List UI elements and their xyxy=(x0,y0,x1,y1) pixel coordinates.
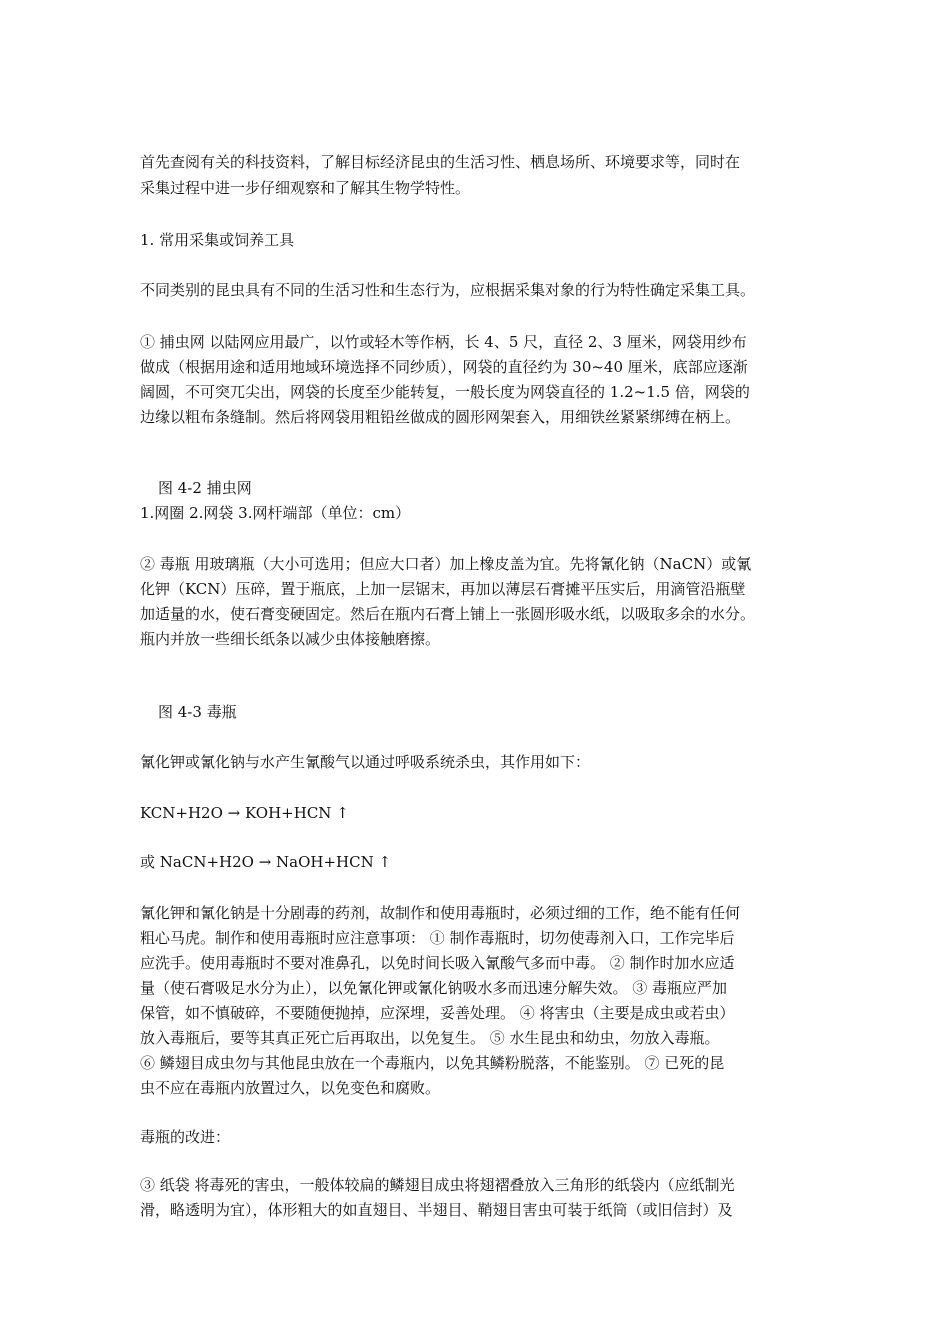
paper-bag-line-1: ③ 纸袋 将毒死的害虫，一般体较扁的鳞翅目成虫将翅褶叠放入三角形的纸袋内（应纸制光 xyxy=(140,1176,735,1194)
figure-4-2-legend: 1.网圈 2.网袋 3.网杆端部（单位：cm） xyxy=(140,504,411,522)
net-line-1: ① 捕虫网 以陆网应用最广，以竹或轻木等作柄，长 4、5 尺，直径 2、3 厘米，网袋用纱布 xyxy=(140,333,747,351)
cautions-line-8: 虫不应在毒瓶内放置过久，以免变色和腐败。 xyxy=(140,1079,441,1097)
cautions-line-4: 量（使石膏吸足水分为止），以免氰化钾或氰化钠吸水多而迅速分解失效。 ③ 毒瓶应严加 xyxy=(140,979,728,997)
equation-2: 或 NaCN+H2O → NaOH+HCN ↑ xyxy=(140,853,392,871)
cautions-line-5: 保管，如不慎破碎，不要随便抛掉，应深埋，妥善处理。 ④ 将害虫（主要是成虫或若虫） xyxy=(140,1004,735,1022)
cautions-line-7: ⑥ 鳞翅目成虫勿与其他昆虫放在一个毒瓶内，以免其鳞粉脱落，不能鉴别。 ⑦ 已死的昆 xyxy=(140,1054,725,1072)
figure-4-3-title: 图 4-3 毒瓶 xyxy=(158,703,237,721)
cautions-line-2: 粗心马虎。制作和使用毒瓶时应注意事项： ① 制作毒瓶时，切勿使毒剂入口，工作完毕后 xyxy=(140,929,735,947)
intro-line-1: 首先查阅有关的科技资料，了解目标经济昆虫的生活习性、栖息场所、环境要求等，同时在 xyxy=(140,153,741,171)
tools-intro: 不同类别的昆虫具有不同的生活习性和生态行为，应根据采集对象的行为特性确定采集工具。 xyxy=(140,281,756,299)
intro-line-2: 采集过程中进一步仔细观察和了解其生物学特性。 xyxy=(140,179,471,197)
section-heading: 1. 常用采集或饲养工具 xyxy=(140,231,295,249)
cautions-line-3: 应洗手。使用毒瓶时不要对准鼻孔，以免时间长吸入氰酸气多而中毒。 ② 制作时加水应适 xyxy=(140,954,735,972)
paper-bag-line-2: 滑，略透明为宜），体形粗大的如直翅目、半翅目、鞘翅目害虫可装于纸筒（或旧信封）及 xyxy=(140,1201,733,1219)
bottle-line-2: 化钾（KCN）压碎，置于瓶底，上加一层锯末，再加以薄层石膏摊平压实后，用滴管沿瓶壁 xyxy=(140,580,746,598)
equation-1: KCN+H2O → KOH+HCN ↑ xyxy=(140,804,349,822)
bottle-line-4: 瓶内并放一些细长纸条以减少虫体接触磨擦。 xyxy=(140,630,441,648)
net-line-4: 边缘以粗布条缝制。然后将网袋用粗铅丝做成的圆形网架套入，用细铁丝紧紧绑缚在柄上。 xyxy=(140,408,741,426)
cautions-line-6: 放入毒瓶后，要等其真正死亡后再取出，以免复生。 ⑤ 水生昆虫和幼虫，勿放入毒瓶。 xyxy=(140,1029,720,1047)
bottle-line-3: 加适量的水，使石膏变硬固定。然后在瓶内石膏上铺上一张圆形吸水纸，以吸取多余的水分。 xyxy=(140,605,756,623)
net-line-3: 阔圆，不可突兀尖出，网袋的长度至少能转复，一般长度为网袋直径的 1.2~1.5 倍，网袋的 xyxy=(140,383,750,401)
cautions-line-1: 氰化钾和氰化钠是十分剧毒的药剂，故制作和使用毒瓶时，必须过细的工作，绝不能有任何 xyxy=(140,904,741,922)
improvement-heading: 毒瓶的改进： xyxy=(140,1128,231,1146)
net-line-2: 做成（根据用途和适用地域环境选择不同纱质），网袋的直径约为 30~40 厘米，底部应逐渐 xyxy=(140,358,748,376)
figure-4-2-title: 图 4-2 捕虫网 xyxy=(158,479,252,497)
reaction-intro: 氰化钾或氰化钠与水产生氰酸气以通过呼吸系统杀虫，其作用如下： xyxy=(140,753,591,771)
bottle-line-1: ② 毒瓶 用玻璃瓶（大小可选用；但应大口者）加上橡皮盖为宜。先将氰化钠（NaCN）或氰 xyxy=(140,555,752,573)
